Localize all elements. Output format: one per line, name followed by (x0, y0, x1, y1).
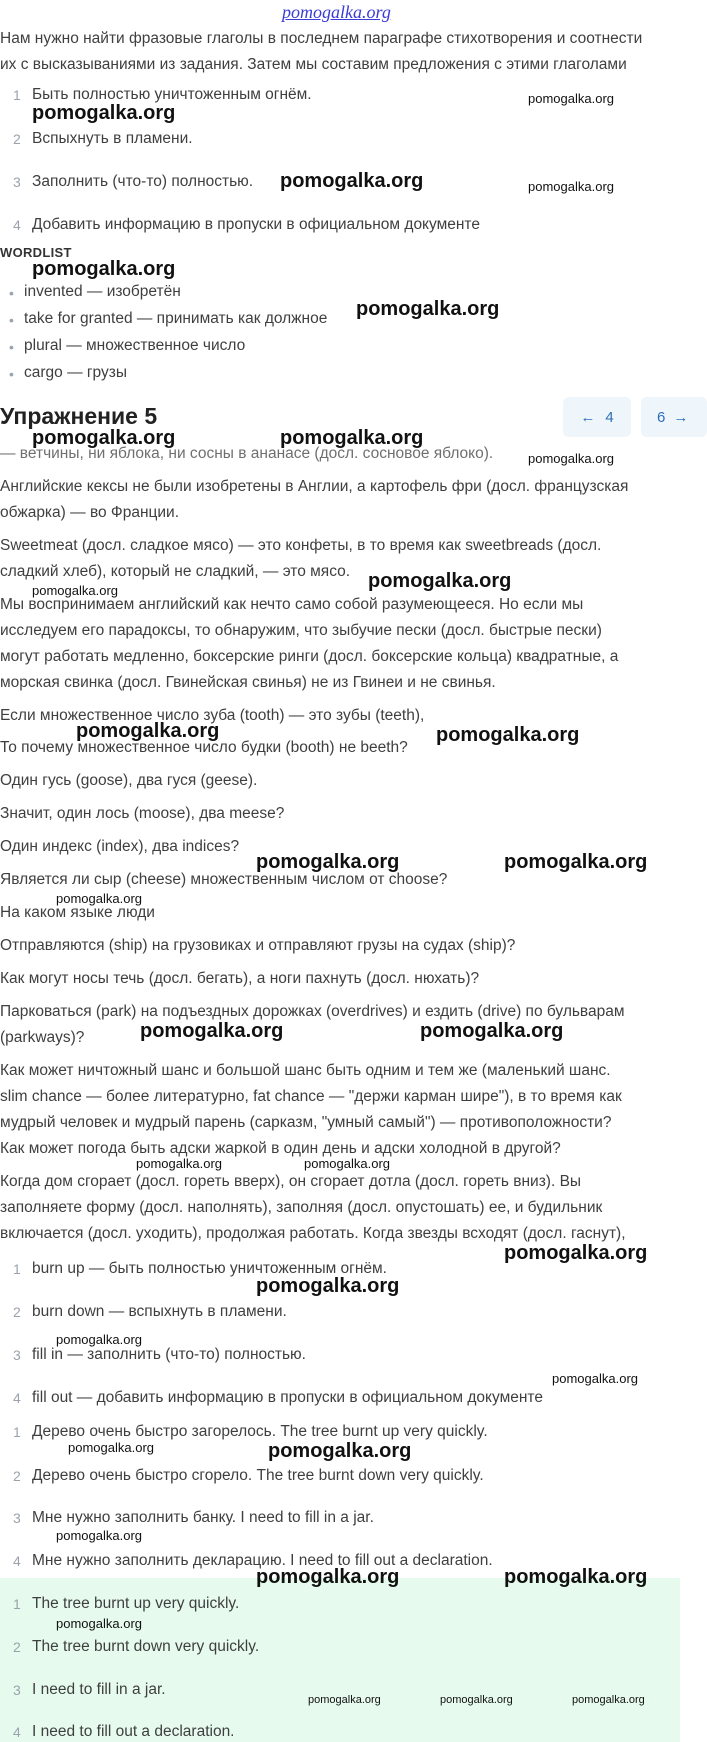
list-item: Дерево очень быстро сгорело. The tree burnt down very quickly. (32, 1467, 484, 1484)
watermark: pomogalka.org (304, 1156, 390, 1171)
list-item: Дерево очень быстро загорелось. The tree burnt up very quickly. (32, 1423, 488, 1440)
watermark: pomogalka.org (32, 102, 176, 124)
watermark: pomogalka.org (76, 720, 220, 742)
watermark: pomogalka.org (504, 1242, 648, 1264)
watermark: pomogalka.org (32, 583, 118, 598)
text-line: Значит, один лось (moose), два meese? (0, 805, 285, 822)
text-line: Один гусь (goose), два гуся (geese). (0, 772, 258, 789)
wordlist-title: WORDLIST (0, 245, 72, 260)
watermark: pomogalka.org (56, 1616, 142, 1631)
watermark: pomogalka.org (56, 891, 142, 906)
list-item-number: 3 (13, 174, 21, 190)
bullet-icon: • (9, 339, 14, 355)
bullet-icon: • (9, 312, 14, 328)
text-line: Если множественное число зуба (tooth) — это зубы (teeth), (0, 707, 425, 724)
list-item-number: 2 (13, 1639, 21, 1655)
watermark: pomogalka.org (572, 1694, 645, 1706)
watermark: pomogalka.org (32, 258, 176, 280)
list-item-number: 4 (13, 217, 21, 233)
watermark: pomogalka.org (504, 1566, 648, 1588)
list-item: Вспыхнуть в пламени. (32, 130, 193, 147)
list-item: Мне нужно заполнить декларацию. I need to fill out a declaration. (32, 1552, 493, 1569)
text-line: Парковаться (park) на подъездных дорожках (overdrives) и ездить (drive) по бульварам (0, 1003, 625, 1020)
text-line: исследуем его парадоксы, то обнаружим, что зыбучие пески (досл. быстрые пески) (0, 622, 602, 639)
watermark: pomogalka.org (32, 427, 176, 449)
watermark: pomogalka.org (368, 570, 512, 592)
watermark: pomogalka.org (268, 1440, 412, 1462)
text-line: Английские кексы не были изобретены в Англии, а картофель фри (досл. французская (0, 478, 629, 495)
answer-item: I need to fill in a jar. (32, 1681, 166, 1698)
watermark: pomogalka.org (528, 91, 614, 106)
watermark: pomogalka.org (308, 1694, 381, 1706)
text-line: сладкий хлеб), который не сладкий, — это мясо. (0, 563, 351, 580)
watermark: pomogalka.org (256, 851, 400, 873)
site-logo-watermark[interactable]: pomogalka.org (282, 2, 391, 22)
watermark: pomogalka.org (280, 427, 424, 449)
list-item-number: 2 (13, 1304, 21, 1320)
next-exercise-label: 6 (657, 408, 666, 426)
watermark: pomogalka.org (256, 1566, 400, 1588)
bullet-icon: • (9, 366, 14, 382)
text-line: Является ли сыр (cheese) множественным числом от choose? (0, 871, 448, 888)
text-line: То почему множественное число будки (booth) не beeth? (0, 739, 408, 756)
watermark: pomogalka.org (420, 1020, 564, 1042)
text-line: Как могут носы течь (досл. бегать), а ноги пахнуть (досл. нюхать)? (0, 970, 480, 987)
wordlist-item: plural — множественное число (24, 337, 246, 354)
watermark: pomogalka.org (56, 1528, 142, 1543)
wordlist-item: cargo — грузы (24, 364, 127, 381)
watermark: pomogalka.org (356, 298, 500, 320)
list-item: Мне нужно заполнить банку. I need to fill in a jar. (32, 1509, 374, 1526)
watermark: pomogalka.org (68, 1440, 154, 1455)
intro-line-2: их с высказываниями из задания. Затем мы составим предложения с этими глаголами (0, 56, 627, 73)
text-line: Отправляются (ship) на грузовиках и отправляют грузы на судах (ship)? (0, 937, 516, 954)
watermark: pomogalka.org (136, 1156, 222, 1171)
list-item-number: 1 (13, 1261, 21, 1277)
text-line: Один индекс (index), два indices? (0, 838, 240, 855)
wordlist-item: invented — изобретён (24, 283, 181, 300)
watermark: pomogalka.org (256, 1275, 400, 1297)
list-item-number: 3 (13, 1510, 21, 1526)
answers-block (0, 1578, 680, 1742)
watermark: pomogalka.org (140, 1020, 284, 1042)
watermark: pomogalka.org (280, 170, 424, 192)
list-item: Быть полностью уничтоженным огнём. (32, 86, 312, 103)
text-line: Sweetmeat (досл. сладкое мясо) — это конфеты, в то время как sweetbreads (досл. (0, 537, 602, 554)
text-line: заполняете форму (досл. наполнять), заполняя (досл. опустошать) ее, и будильник (0, 1199, 603, 1216)
prev-exercise-button[interactable] (563, 397, 631, 437)
text-line: (parkways)? (0, 1029, 85, 1046)
list-item: burn up — быть полностью уничтоженным огнём. (32, 1260, 387, 1277)
list-item: Добавить информацию в пропуски в официальном документе (32, 216, 480, 233)
list-item: Заполнить (что-то) полностью. (32, 173, 254, 190)
watermark: pomogalka.org (504, 851, 648, 873)
watermark: pomogalka.org (440, 1694, 513, 1706)
watermark: pomogalka.org (528, 451, 614, 466)
list-item-number: 4 (13, 1553, 21, 1569)
text-line: могут работать медленно, боксерские ринги (досл. боксерские кольца) квадратные, а (0, 648, 619, 665)
list-item: fill in — заполнить (что-то) полностью. (32, 1346, 306, 1363)
text-line: Мы воспринимаем английский как нечто само собой разумеющееся. Но если мы (0, 596, 584, 613)
text-line: морская свинка (досл. Гвинейская свинья) не из Гвинеи и не свинья. (0, 674, 496, 691)
text-line: мудрый человек и мудрый парень (сарказм, "умный самый") — противоположности? (0, 1114, 612, 1131)
bullet-icon: • (9, 285, 14, 301)
text-line: Как может ничтожный шанс и большой шанс быть одним и тем же (маленький шанс. (0, 1062, 611, 1079)
prev-exercise-label: 4 (605, 408, 614, 426)
watermark: pomogalka.org (552, 1371, 638, 1386)
exercise-title: Упражнение 5 (0, 403, 158, 429)
list-item: fill out — добавить информацию в пропуски в официальном документе (32, 1389, 543, 1406)
text-line: Как может погода быть адски жаркой в один день и адски холодной в другой? (0, 1140, 561, 1157)
list-item-number: 3 (13, 1347, 21, 1363)
arrow-left-icon: ← (580, 408, 596, 426)
watermark: pomogalka.org (528, 179, 614, 194)
list-item: burn down — вспыхнуть в пламени. (32, 1303, 287, 1320)
intro-line-1: Нам нужно найти фразовые глаголы в последнем параграфе стихотворения и соотнести (0, 30, 643, 47)
text-line: Когда дом сгорает (досл. гореть вверх), он сгорает дотла (досл. гореть вниз). Вы (0, 1173, 582, 1190)
arrow-right-icon: → (673, 408, 689, 426)
list-item-number: 2 (13, 1468, 21, 1484)
list-item-number: 4 (13, 1390, 21, 1406)
answer-item: I need to fill out a declaration. (32, 1723, 235, 1740)
list-item-number: 1 (13, 87, 21, 103)
list-item-number: 2 (13, 131, 21, 147)
watermark: pomogalka.org (56, 1332, 142, 1347)
text-line: — ветчины, ни яблока, ни сосны в ананасе (досл. сосновое яблоко). (0, 445, 494, 462)
text-line: slim chance — более литературно, fat chance — "держи карман шире"), в то время как (0, 1088, 622, 1105)
answer-item: The tree burnt up very quickly. (32, 1595, 240, 1612)
text-line: На каком языке люди (0, 904, 155, 921)
watermark: pomogalka.org (436, 724, 580, 746)
list-item-number: 4 (13, 1724, 21, 1740)
next-exercise-button[interactable] (641, 397, 707, 437)
list-item-number: 3 (13, 1682, 21, 1698)
text-line: включается (досл. уходить), продолжая работать. Когда звезды всходят (досл. гаснут), (0, 1225, 626, 1242)
answer-item: The tree burnt down very quickly. (32, 1638, 260, 1655)
list-item-number: 1 (13, 1424, 21, 1440)
wordlist-item: take for granted — принимать как должное (24, 310, 328, 327)
text-line: обжарка) — во Франции. (0, 504, 180, 521)
list-item-number: 1 (13, 1596, 21, 1612)
